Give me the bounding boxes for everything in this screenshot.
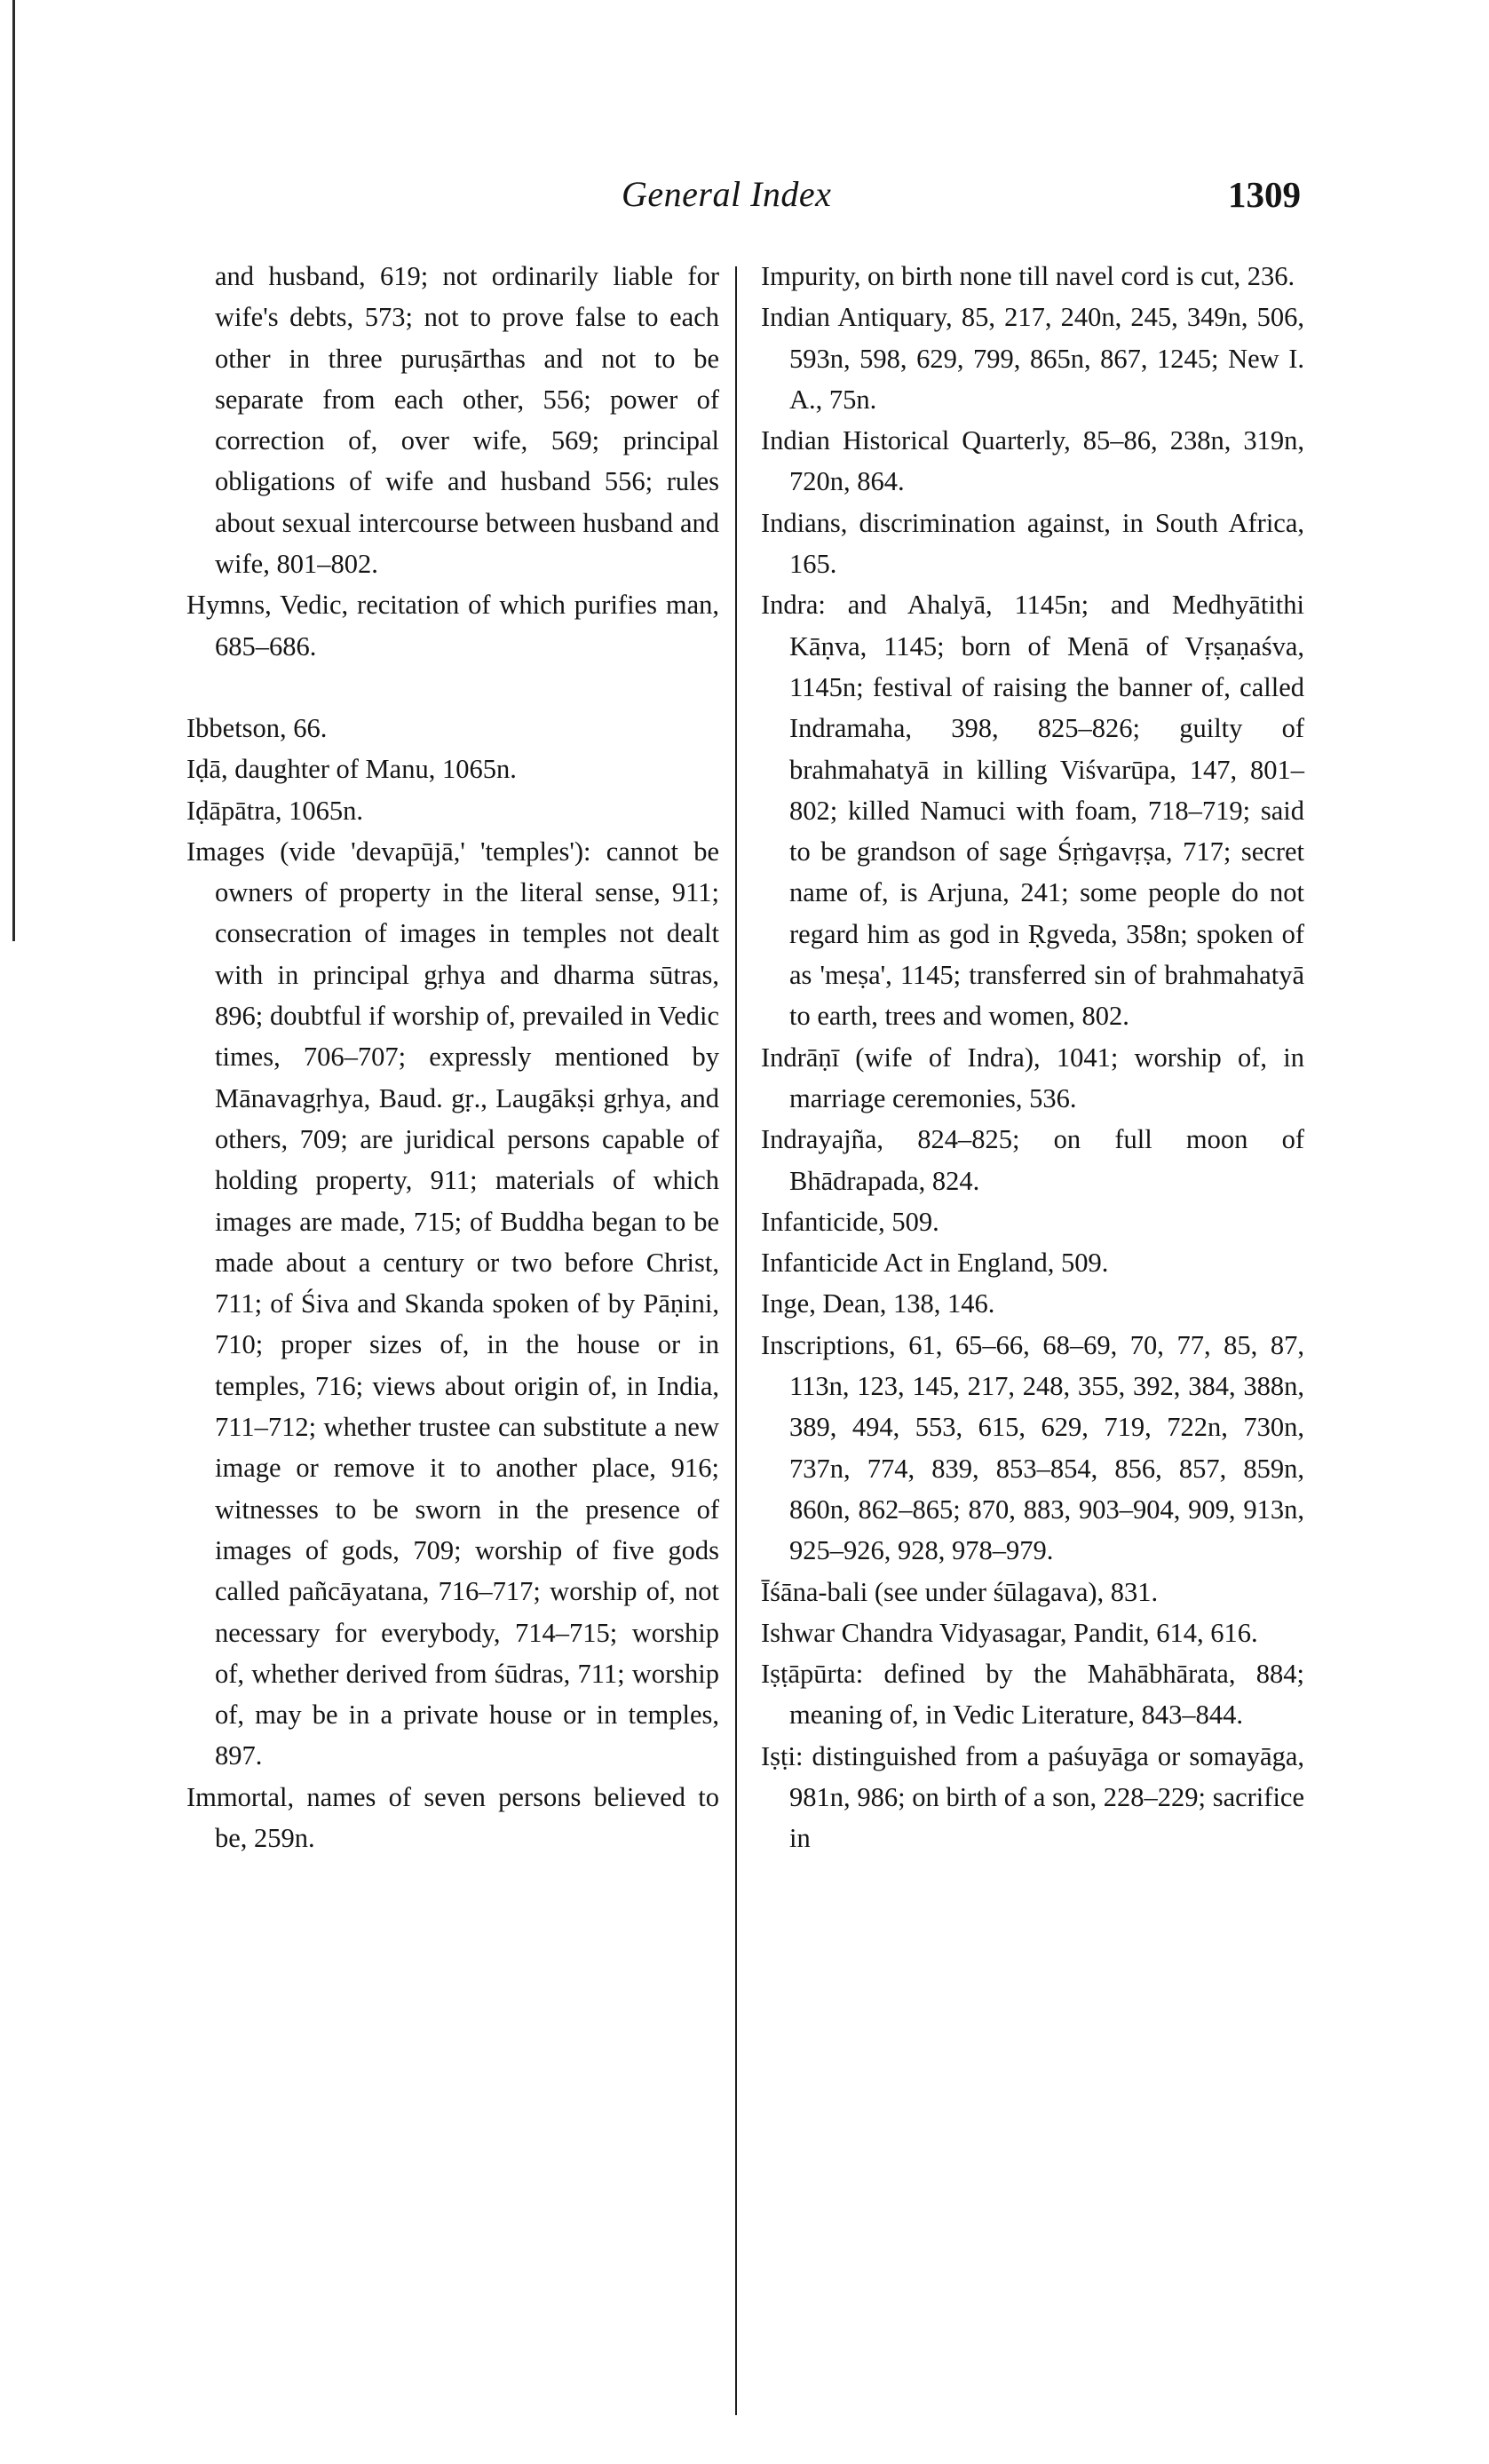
index-entry: Immortal, names of seven persons believed to be, 259n. [186, 1781, 719, 1853]
index-entry: Iṣṭāpūrta: defined by the Mahābhārata, 884; meaning of, in Vedic Literature, 843–844. [761, 1659, 1304, 1731]
index-entry: and husband, 619; not ordinarily liable for wife's debts, 573; not to prove false to each other in three puruṣārthas and not to be separate from each other, 556; power of correction of, over wife, 569; principal obligations of wife and husband 556; rules about sexual intercourse between husband and wife, 801–802. [215, 261, 719, 580]
index-entry: Images (vide 'devapūjā,' 'temples'): cannot be owners of property in the literal sense, 911; consecration of images in temples not dealt with in principal gṛhya and dharma sūtras, 896; doubtful if worship of, prevailed in Vedic times, 706–707; expressly mentioned by Mānavagṛhya, Baud. gṛ., Laugākṣi gṛhya, and others, 709; are juridical persons capable of holding property, 911; materials of which images are made, 715; of Buddha began to be made about a century or two before Christ, 711; of Śiva and Skanda spoken of by Pāṇini, 710; proper sizes of, in the house or in temples, 716; views about origin of, in India, 711–712; whether trustee can substitute a new image or remove it to another place, 916; witnesses to be sworn in the presence of images of gods, 709; worship of five gods called pañcāyatana, 716–717; worship of, not necessary for everybody, 714–715; worship of, whether derived from śūdras, 711; worship of, may be in a private house or in temples, 897. [186, 836, 719, 1771]
index-entry: Iḍā, daughter of Manu, 1065n. [186, 754, 517, 785]
index-entry: Indrayajña, 824–825; on full moon of Bhādrapada, 824. [761, 1124, 1304, 1196]
index-entry: Infanticide Act in England, 509. [761, 1248, 1109, 1279]
index-entry: Infanticide, 509. [761, 1206, 939, 1237]
index-entry: Inscriptions, 61, 65–66, 68–69, 70, 77, 85, 87, 113n, 123, 145, 217, 248, 355, 392, 384, 388n, 389, 494, 553, 615, 629, 719, 722n, 730n, 737n, 774, 839, 853–854, 856, 857, 859n, 860n, 862–865; 870, 883, 903–904, 909, 913n, 925–926, 928, 978–979. [761, 1329, 1304, 1566]
scan-edge-line [12, 0, 15, 941]
index-entry: Inge, Dean, 138, 146. [761, 1288, 995, 1319]
index-entry: Indians, discrimination against, in South Africa, 165. [761, 507, 1304, 580]
index-entry: Indian Historical Quarterly, 85–86, 238n, 319n, 720n, 864. [761, 425, 1304, 497]
index-entry: Ishwar Chandra Vidyasagar, Pandit, 614, 616. [761, 1617, 1258, 1648]
index-entry: Īśāna-bali (see under śūlagava), 831. [761, 1576, 1159, 1607]
column-divider [735, 266, 737, 2415]
index-entry: Iṣṭi: distinguished from a paśuyāga or somayāga, 981n, 986; on birth of a son, 228–229; sacrifice in [761, 1740, 1304, 1854]
running-title: General Index [622, 174, 832, 214]
entry-gap [186, 667, 719, 708]
left-index-column [186, 256, 719, 1858]
index-entry: Iḍāpātra, 1065n. [186, 795, 364, 826]
page-header [622, 173, 1301, 226]
right-index-column [761, 256, 1304, 1859]
index-entry: Impurity, on birth none till navel cord is cut, 236. [761, 261, 1295, 291]
index-entry: Ibbetson, 66. [186, 712, 328, 743]
index-entry: Indra: and Ahalyā, 1145n; and Medhyātithi Kāṇva, 1145; born of Menā of Vṛṣaṇaśva, 1145n; festival of raising the banner of, called Indramaha, 398, 825–826; guilty of brahmahatyā in killing Viśvarūpa, 147, 801–802; killed Namuci with foam, 718–719; said to be grandson of sage Śṛṅgavṛṣa, 717; secret name of, is Arjuna, 241; some people do not regard him as god in Ṛgveda, 358n; spoken of as 'meṣa', 1145; transferred sin of brahmahatyā to earth, trees and women, 802. [761, 590, 1304, 1032]
index-entry: Indian Antiquary, 85, 217, 240n, 245, 349n, 506, 593n, 598, 629, 799, 865n, 867, 1245; New I. A., 75n. [761, 302, 1304, 415]
index-entry: Hymns, Vedic, recitation of which purifies man, 685–686. [186, 590, 719, 662]
page-number: 1309 [1228, 174, 1301, 215]
index-entry: Indrāṇī (wife of Indra), 1041; worship of, in marriage ceremonies, 536. [761, 1042, 1304, 1113]
